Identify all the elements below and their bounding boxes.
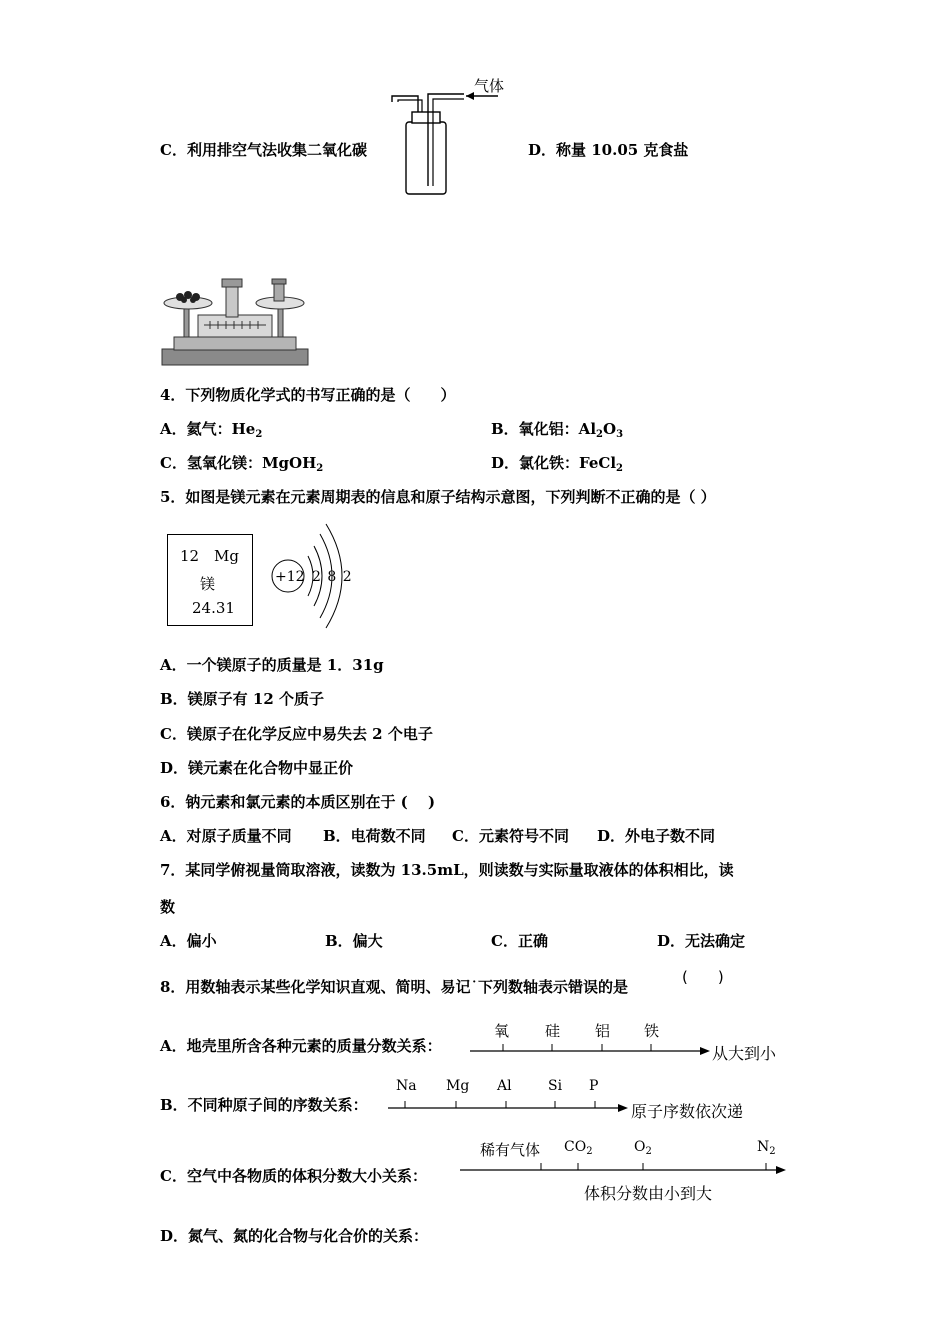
- q5-stem: 5．如图是镁元素在元素周期表的信息和原子结构示意图，下列判断不正确的是（ ）: [160, 488, 716, 506]
- number-line-c-tick-4: $N_2$: [757, 1139, 776, 1157]
- number-line-a-tick-4: 铁: [644, 1022, 660, 1040]
- number-line-a-tick-3: 铝: [595, 1022, 611, 1040]
- number-line-c-tick-1: 稀有气体: [480, 1141, 541, 1159]
- number-line-c-arrow-label: 体积分数由小到大: [584, 1184, 713, 1203]
- q6-stem: 6．钠元素和氯元素的本质区别在于 ( ): [160, 793, 436, 811]
- nucleus-charge: +12: [275, 569, 305, 585]
- q4-option-d: D．氯化铁：FeCl$_2$: [491, 454, 623, 474]
- q8-answer-paren: ( ): [682, 968, 724, 986]
- number-line-b-arrow-label: 原子序数依次递: [631, 1102, 744, 1121]
- q7-option-a: A．偏小: [160, 932, 217, 950]
- number-line-a-arrow-label: 从大到小: [712, 1044, 777, 1063]
- number-line-a: [470, 1040, 715, 1060]
- q8-stem: 8．用数轴表示某些化学知识直观、简明、易记˙下列数轴表示错误的是: [160, 978, 628, 996]
- atomic-number: 12: [180, 547, 200, 565]
- q7-option-d: D．无法确定: [657, 932, 746, 950]
- q8-c-label: C．空气中各物质的体积分数大小关系：: [160, 1167, 427, 1185]
- q7-option-b: B．偏大: [325, 932, 383, 950]
- number-line-b-tick-3: Al: [497, 1078, 512, 1094]
- q5-option-d: D．镁元素在化合物中显正价: [160, 759, 354, 777]
- number-line-c-tick-3: $O_2$: [634, 1139, 652, 1157]
- q4-stem: 4．下列物质化学式的书写正确的是（ ）: [160, 386, 456, 404]
- q5-option-a: A．一个镁原子的质量是 1．31g: [160, 656, 384, 674]
- q7-stem-line2: 数: [160, 898, 176, 916]
- element-symbol: Mg: [214, 547, 239, 565]
- q6-option-a: A．对原子质量不同: [160, 827, 292, 845]
- number-line-b: [388, 1097, 633, 1117]
- number-line-b-tick-2: Mg: [446, 1078, 470, 1094]
- gas-label: 气体: [474, 77, 505, 95]
- q5-option-b: B．镁原子有 12 个质子: [160, 690, 324, 708]
- q8-b-label: B．不同种原子间的序数关系：: [160, 1096, 368, 1114]
- number-line-c: [460, 1159, 790, 1179]
- q8-a-label: A．地壳里所含各种元素的质量分数关系：: [160, 1037, 442, 1055]
- q6-option-c: C．元素符号不同: [452, 827, 569, 845]
- q3-option-c: C．利用排空气法收集二氧化碳: [160, 141, 367, 159]
- q4-option-c: C．氢氧化镁：MgOH$_2$: [160, 454, 324, 474]
- q7-option-c: C．正确: [491, 932, 548, 950]
- q7-stem-line1: 7．某同学俯视量筒取溶液，读数为 13.5mL，则读数与实际量取液体的体积相比，读: [160, 861, 734, 879]
- number-line-b-tick-5: P: [589, 1078, 599, 1094]
- periodic-table-cell: [167, 534, 253, 626]
- number-line-a-tick-2: 硅: [545, 1022, 561, 1040]
- q8-d-label: D．氮气、氮的化合物与化合价的关系：: [160, 1227, 429, 1245]
- q3-option-d: D．称量 10.05 克食盐: [528, 141, 689, 159]
- number-line-b-tick-1: Na: [396, 1078, 417, 1094]
- number-line-b-tick-4: Si: [548, 1078, 563, 1094]
- balance-scale-illustration: [160, 275, 310, 367]
- q6-option-d: D．外电子数不同: [597, 827, 716, 845]
- q5-option-c: C．镁原子在化学反应中易失去 2 个电子: [160, 725, 433, 743]
- number-line-a-tick-1: 氧: [494, 1022, 510, 1040]
- q4-option-b: B．氧化铝：$Al_2O_3$: [491, 420, 624, 440]
- number-line-c-tick-2: $CO_2$: [564, 1139, 593, 1157]
- q4-option-a: A．氦气：$He_2$: [160, 420, 263, 440]
- electron-shells: 2 8 2: [312, 569, 352, 585]
- atomic-mass: 24.31: [192, 599, 235, 617]
- element-name: 镁: [200, 575, 216, 593]
- q6-option-b: B．电荷数不同: [323, 827, 426, 845]
